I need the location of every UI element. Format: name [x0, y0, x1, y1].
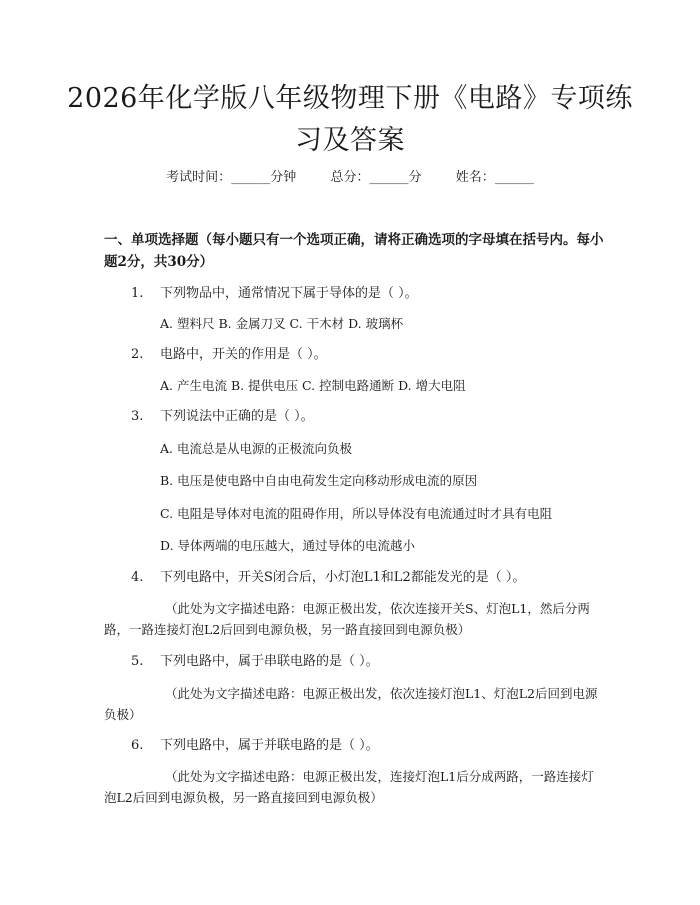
question-3-option-a: A. 电流总是从电源的正极流向负极 [160, 441, 352, 456]
score-suffix: 分 [408, 170, 422, 185]
question-number: 5. [131, 654, 144, 669]
question-6-circuit-description: （此处为文字描述电路：电源正极出发，连接灯泡L1后分成两路，一路连接灯泡L2后回到电源负极，另一路直接回到电源负极） [104, 769, 594, 805]
question-3-option-d: D. 导体两端的电压越大，通过导体的电流越小 [160, 538, 416, 553]
name-blank: ______ [494, 170, 534, 185]
question-3-option-c: C. 电阻是导体对电流的阻碍作用，所以导体没有电流通过时才具有电阻 [160, 506, 553, 521]
question-2-options: A. 产生电流 B. 提供电压 C. 控制电路通断 D. 增大电阻 [160, 378, 466, 393]
name-label: 姓名： [455, 170, 495, 185]
question-text: 电路中，开关的作用是（ ）。 [160, 347, 327, 362]
page-title: 2026年化学版八年级物理下册《电路》专项练习及答案 [67, 83, 633, 156]
time-suffix: 分钟 [270, 170, 297, 185]
question-text: 下列电路中，属于并联电路的是（ ）。 [160, 738, 379, 753]
exam-info-line [0, 168, 700, 188]
question-1-options: A. 塑料尺 B. 金属刀叉 C. 干木材 D. 玻璃杯 [160, 316, 404, 331]
time-label: 考试时间： [166, 170, 232, 185]
question-number: 3. [131, 409, 144, 424]
question-5-circuit-description: （此处为文字描述电路：电源正极出发，依次连接灯泡L1、灯泡L2后回到电源负极） [104, 686, 598, 722]
question-text: 下列物品中，通常情况下属于导体的是（ ）。 [160, 286, 418, 301]
question-text: 下列说法中正确的是（ ）。 [160, 409, 314, 424]
section-heading: 一、单项选择题（每小题只有一个选项正确，请将正确选项的字母填在括号内。每小题2分，共30分） [104, 232, 604, 270]
question-text: 下列电路中，开关S闭合后，小灯泡L1和L2都能发光的是（ ）。 [160, 570, 526, 585]
question-3-option-b: B. 电压是使电路中自由电荷发生定向移动形成电流的原因 [160, 473, 478, 488]
question-number: 6. [131, 738, 144, 753]
time-blank: ______ [231, 170, 271, 185]
score-label: 总分： [330, 170, 370, 185]
question-4-circuit-description: （此处为文字描述电路：电源正极出发，依次连接开关S、灯泡L1，然后分两路，一路连接灯泡L2后回到电源负极，另一路直接回到电源负极） [104, 601, 590, 637]
score-blank: ______ [369, 170, 409, 185]
question-number: 2. [131, 347, 144, 362]
question-number: 4. [131, 570, 144, 585]
question-number: 1. [131, 286, 144, 301]
question-text: 下列电路中，属于串联电路的是（ ）。 [160, 654, 379, 669]
